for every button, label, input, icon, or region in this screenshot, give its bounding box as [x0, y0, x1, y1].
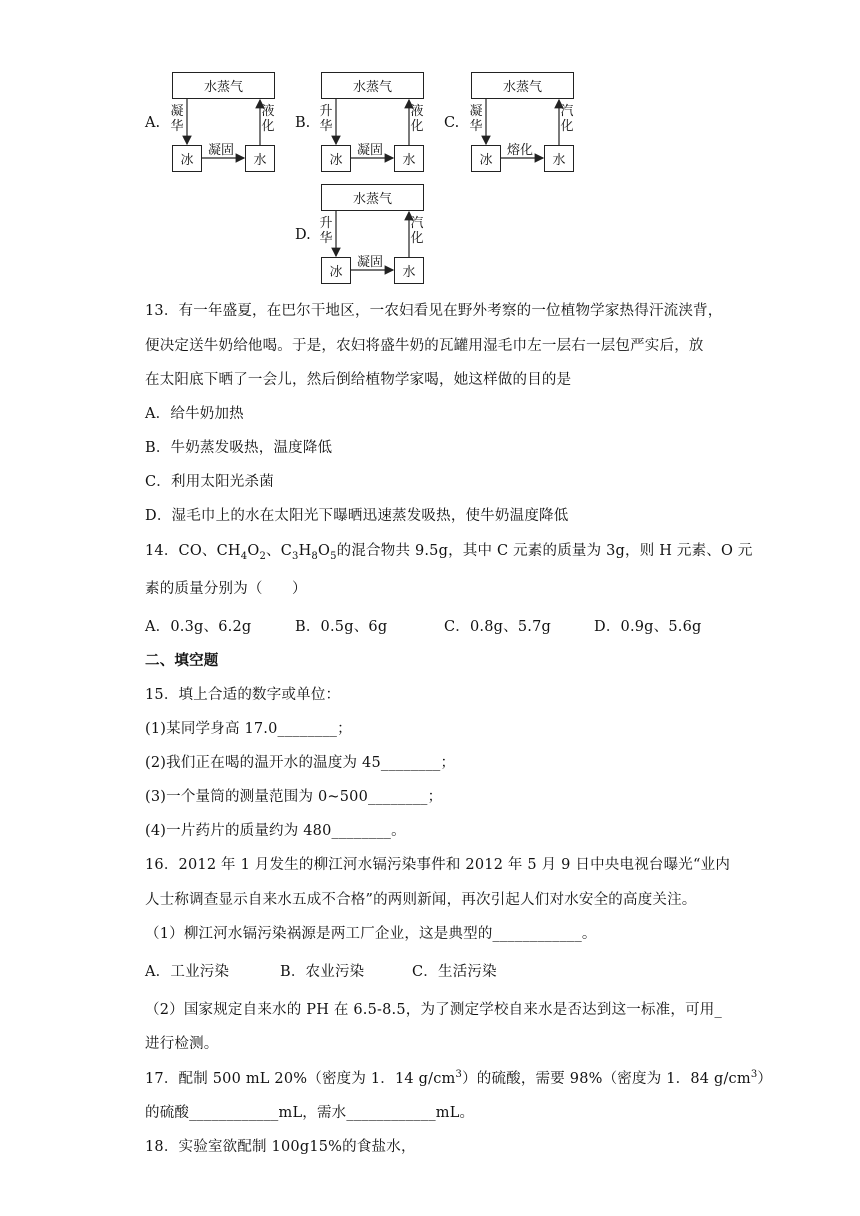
option-letter: C. — [444, 115, 460, 131]
water-box: 水 — [544, 145, 574, 172]
left-process-label: 升 华 — [319, 104, 333, 134]
q16-sub1-option-b: B．农业污染 — [280, 964, 365, 980]
left-process-label: 凝 华 — [469, 104, 483, 134]
water-vapor-box: 水蒸气 — [172, 72, 275, 99]
ice-box: 冰 — [321, 257, 351, 284]
q16-sub2-line: （2）国家规定自来水的 PH 在 6.5-8.5，为了测定学校自来水是否达到这一标准，可用_ — [145, 1002, 722, 1018]
option-letter: D. — [295, 227, 311, 243]
question-18-stem: 18．实验室欲配制 100g15%的食盐水， — [145, 1139, 416, 1155]
bottom-process-label: 凝固 — [357, 255, 384, 270]
option-c-arrows — [486, 99, 559, 158]
q16-sub1-option-a: A．工业污染 — [145, 964, 230, 980]
option-letter: B. — [295, 115, 311, 131]
water-vapor-box: 水蒸气 — [471, 72, 574, 99]
diagram-arrows — [0, 0, 860, 300]
q15-item: (4)一片药片的质量约为 480________。 — [145, 823, 406, 839]
right-process-label: 汽 化 — [410, 216, 424, 246]
option-a-arrows — [187, 99, 260, 158]
q13-option-a: A．给牛奶加热 — [145, 406, 244, 422]
q15-item: (3)一个量筒的测量范围为 0~500________； — [145, 789, 443, 805]
ice-box: 冰 — [172, 145, 202, 172]
left-process-label: 升 华 — [319, 216, 333, 246]
option-d-arrows — [336, 211, 409, 270]
section-title: 二、填空题 — [145, 652, 219, 669]
q14-option-d: D．0.9g、5.6g — [594, 619, 702, 635]
q16-stem-line: 16．2012 年 1 月发生的柳江河水镉污染事件和 2012 年 5 月 9 日中央电视台曝光“业内 — [145, 857, 731, 873]
water-box: 水 — [245, 145, 275, 172]
q15-stem: 15．填上合适的数字或单位： — [145, 687, 341, 703]
water-vapor-box: 水蒸气 — [321, 72, 424, 99]
right-process-label: 汽 化 — [560, 104, 574, 134]
right-process-label: 液 化 — [410, 104, 424, 134]
q17-stem-line: 17．配制 500 mL 20%（密度为 1．14 $g/cm^3$）的硫酸，需要 98%（密度为 1．84 $g/cm^3$） — [145, 1069, 773, 1087]
bottom-process-label: 凝固 — [208, 143, 235, 158]
bottom-process-label: 凝固 — [357, 143, 384, 158]
q13-stem-line: 在太阳底下晒了一会儿，然后倒给植物学家喝，她这样做的目的是 — [145, 372, 572, 388]
q13-stem-line: 便决定送牛奶给他喝。于是，农妇将盛牛奶的瓦罐用湿毛巾左一层右一层包严实后，放 — [145, 338, 704, 354]
q16-sub1-option-c: C．生活污染 — [412, 964, 497, 980]
q17-stem-line: 的硫酸____________mL，需水____________mL。 — [145, 1105, 475, 1121]
q16-sub2-line: 进行检测。 — [145, 1036, 219, 1052]
bottom-process-label: 熔化 — [507, 143, 534, 158]
q15-item: (2)我们正在喝的温开水的温度为 45________； — [145, 755, 456, 771]
q13-stem-line: 13．有一年盛夏，在巴尔干地区，一农妇看见在野外考察的一位植物学家热得汗流浃背， — [145, 303, 723, 319]
q14-option-b: B．0.5g、6g — [295, 619, 388, 635]
q16-sub1: （1）柳江河水镉污染祸源是两工厂企业，这是典型的____________。 — [145, 926, 597, 942]
water-box: 水 — [394, 257, 424, 284]
q13-option-d: D．湿毛巾上的水在太阳光下曝晒迅速蒸发吸热，使牛奶温度降低 — [145, 508, 569, 524]
left-process-label: 凝 华 — [170, 104, 184, 134]
water-vapor-box: 水蒸气 — [321, 184, 424, 211]
water-box: 水 — [394, 145, 424, 172]
option-b-arrows — [336, 99, 409, 158]
ice-box: 冰 — [321, 145, 351, 172]
q14-option-c: C．0.8g、5.7g — [444, 619, 551, 635]
option-letter: A. — [145, 115, 161, 131]
q14-stem-line: 素的质量分别为（ ） — [145, 581, 307, 597]
q13-option-c: C．利用太阳光杀菌 — [145, 474, 274, 490]
q14-stem-line: 14．CO、$CH_4O_2$、$C_3H_8O_5$的混合物共 9.5g，其中 C 元素的质量为 3g，则 H 元素、O 元 — [145, 543, 753, 562]
q13-option-b: B．牛奶蒸发吸热，温度降低 — [145, 440, 333, 456]
right-process-label: 液 化 — [261, 104, 275, 134]
q15-item: (1)某同学身高 17.0________； — [145, 721, 352, 737]
ice-box: 冰 — [471, 145, 501, 172]
q14-option-a: A．0.3g、6.2g — [145, 619, 252, 635]
q16-stem-line: 人士称调查显示自来水五成不合格”的两则新闻，再次引起人们对水安全的高度关注。 — [145, 892, 697, 908]
